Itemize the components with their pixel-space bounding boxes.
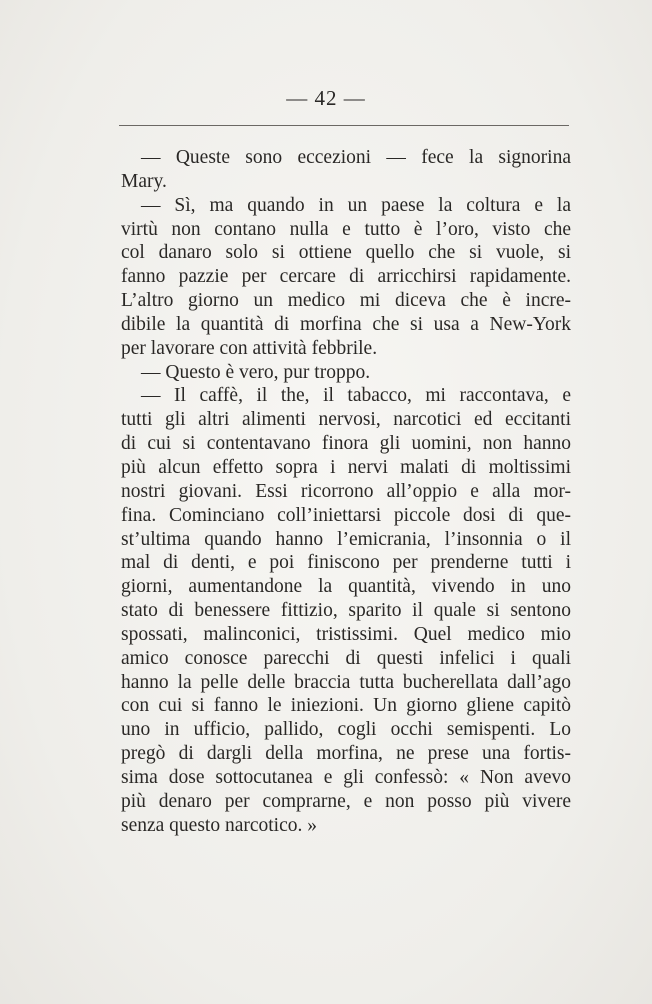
text-line: virtù non contano nulla e tutto è l’oro, visto che	[121, 218, 571, 240]
text-line: tutti gli altri alimenti nervosi, narcotici ed eccitanti	[121, 409, 571, 431]
text-line: amico conosce parecchi di questi infelici i quali	[121, 647, 571, 669]
text-line: — Il caffè, il the, il tabacco, mi raccontava, e	[141, 385, 571, 407]
text-line: giorni, aumentandone la quantità, vivendo in uno	[121, 576, 571, 598]
text-line: pregò di dargli della morfina, ne prese una fortis-	[121, 743, 571, 765]
text-line: st’ultima quando hanno l’emicrania, l’insonnia o il	[121, 528, 571, 550]
paragraph-2	[121, 194, 571, 361]
body-text	[121, 146, 571, 837]
text-line: — Questo è vero, pur troppo.	[141, 361, 371, 383]
text-line: — Sì, ma quando in un paese la coltura e la	[141, 194, 571, 216]
text-line: spossati, malinconici, tristissimi. Quel medico mio	[121, 623, 571, 645]
text-line: nostri giovani. Essi ricorrono all’oppio e alla mor-	[121, 480, 571, 502]
page-number: — 42 —	[286, 86, 366, 110]
text-line: più denaro per comprarne, e non posso più vivere	[121, 790, 571, 812]
paragraph-3	[121, 361, 571, 385]
text-line: — Queste sono eccezioni — fece la signorina	[141, 147, 571, 168]
text-line: fina. Cominciano coll’iniettarsi piccole dosi di que-	[121, 504, 571, 526]
text-line: uno in ufficio, pallido, cogli occhi semispenti. Lo	[121, 719, 571, 741]
text-line: L’altro giorno un medico mi diceva che è incre-	[121, 290, 571, 312]
text-line: dibile la quantità di morfina che si usa a New-York	[121, 313, 571, 335]
text-line: hanno la pelle delle braccia tutta bucherellata dall’ago	[121, 671, 571, 693]
text-line: senza questo narcotico. »	[121, 814, 318, 836]
text-line: stato di benessere fittizio, sparito il quale si sentono	[121, 600, 571, 622]
text-line: col danaro solo si ottiene quello che si vuole, si	[121, 242, 571, 264]
text-line: mal di denti, e poi finiscono per prenderne tutti i	[121, 552, 571, 574]
text-line: fanno pazzie per cercare di arricchirsi rapidamente.	[121, 266, 571, 288]
text-line: Mary.	[121, 170, 167, 192]
text-line: per lavorare con attività febbrile.	[121, 337, 378, 359]
paragraph-4	[121, 384, 571, 837]
header-rule	[119, 125, 569, 126]
text-line: sima dose sottocutanea e gli confessò: « Non avevo	[121, 766, 571, 788]
text-line: di cui si contentavano finora gli uomini, non hanno	[121, 433, 571, 455]
text-line: più alcun effetto sopra i nervi malati di moltissimi	[121, 456, 571, 478]
paragraph-1	[121, 146, 571, 194]
text-line: con cui si fanno le iniezioni. Un giorno gliene capitò	[121, 695, 571, 717]
